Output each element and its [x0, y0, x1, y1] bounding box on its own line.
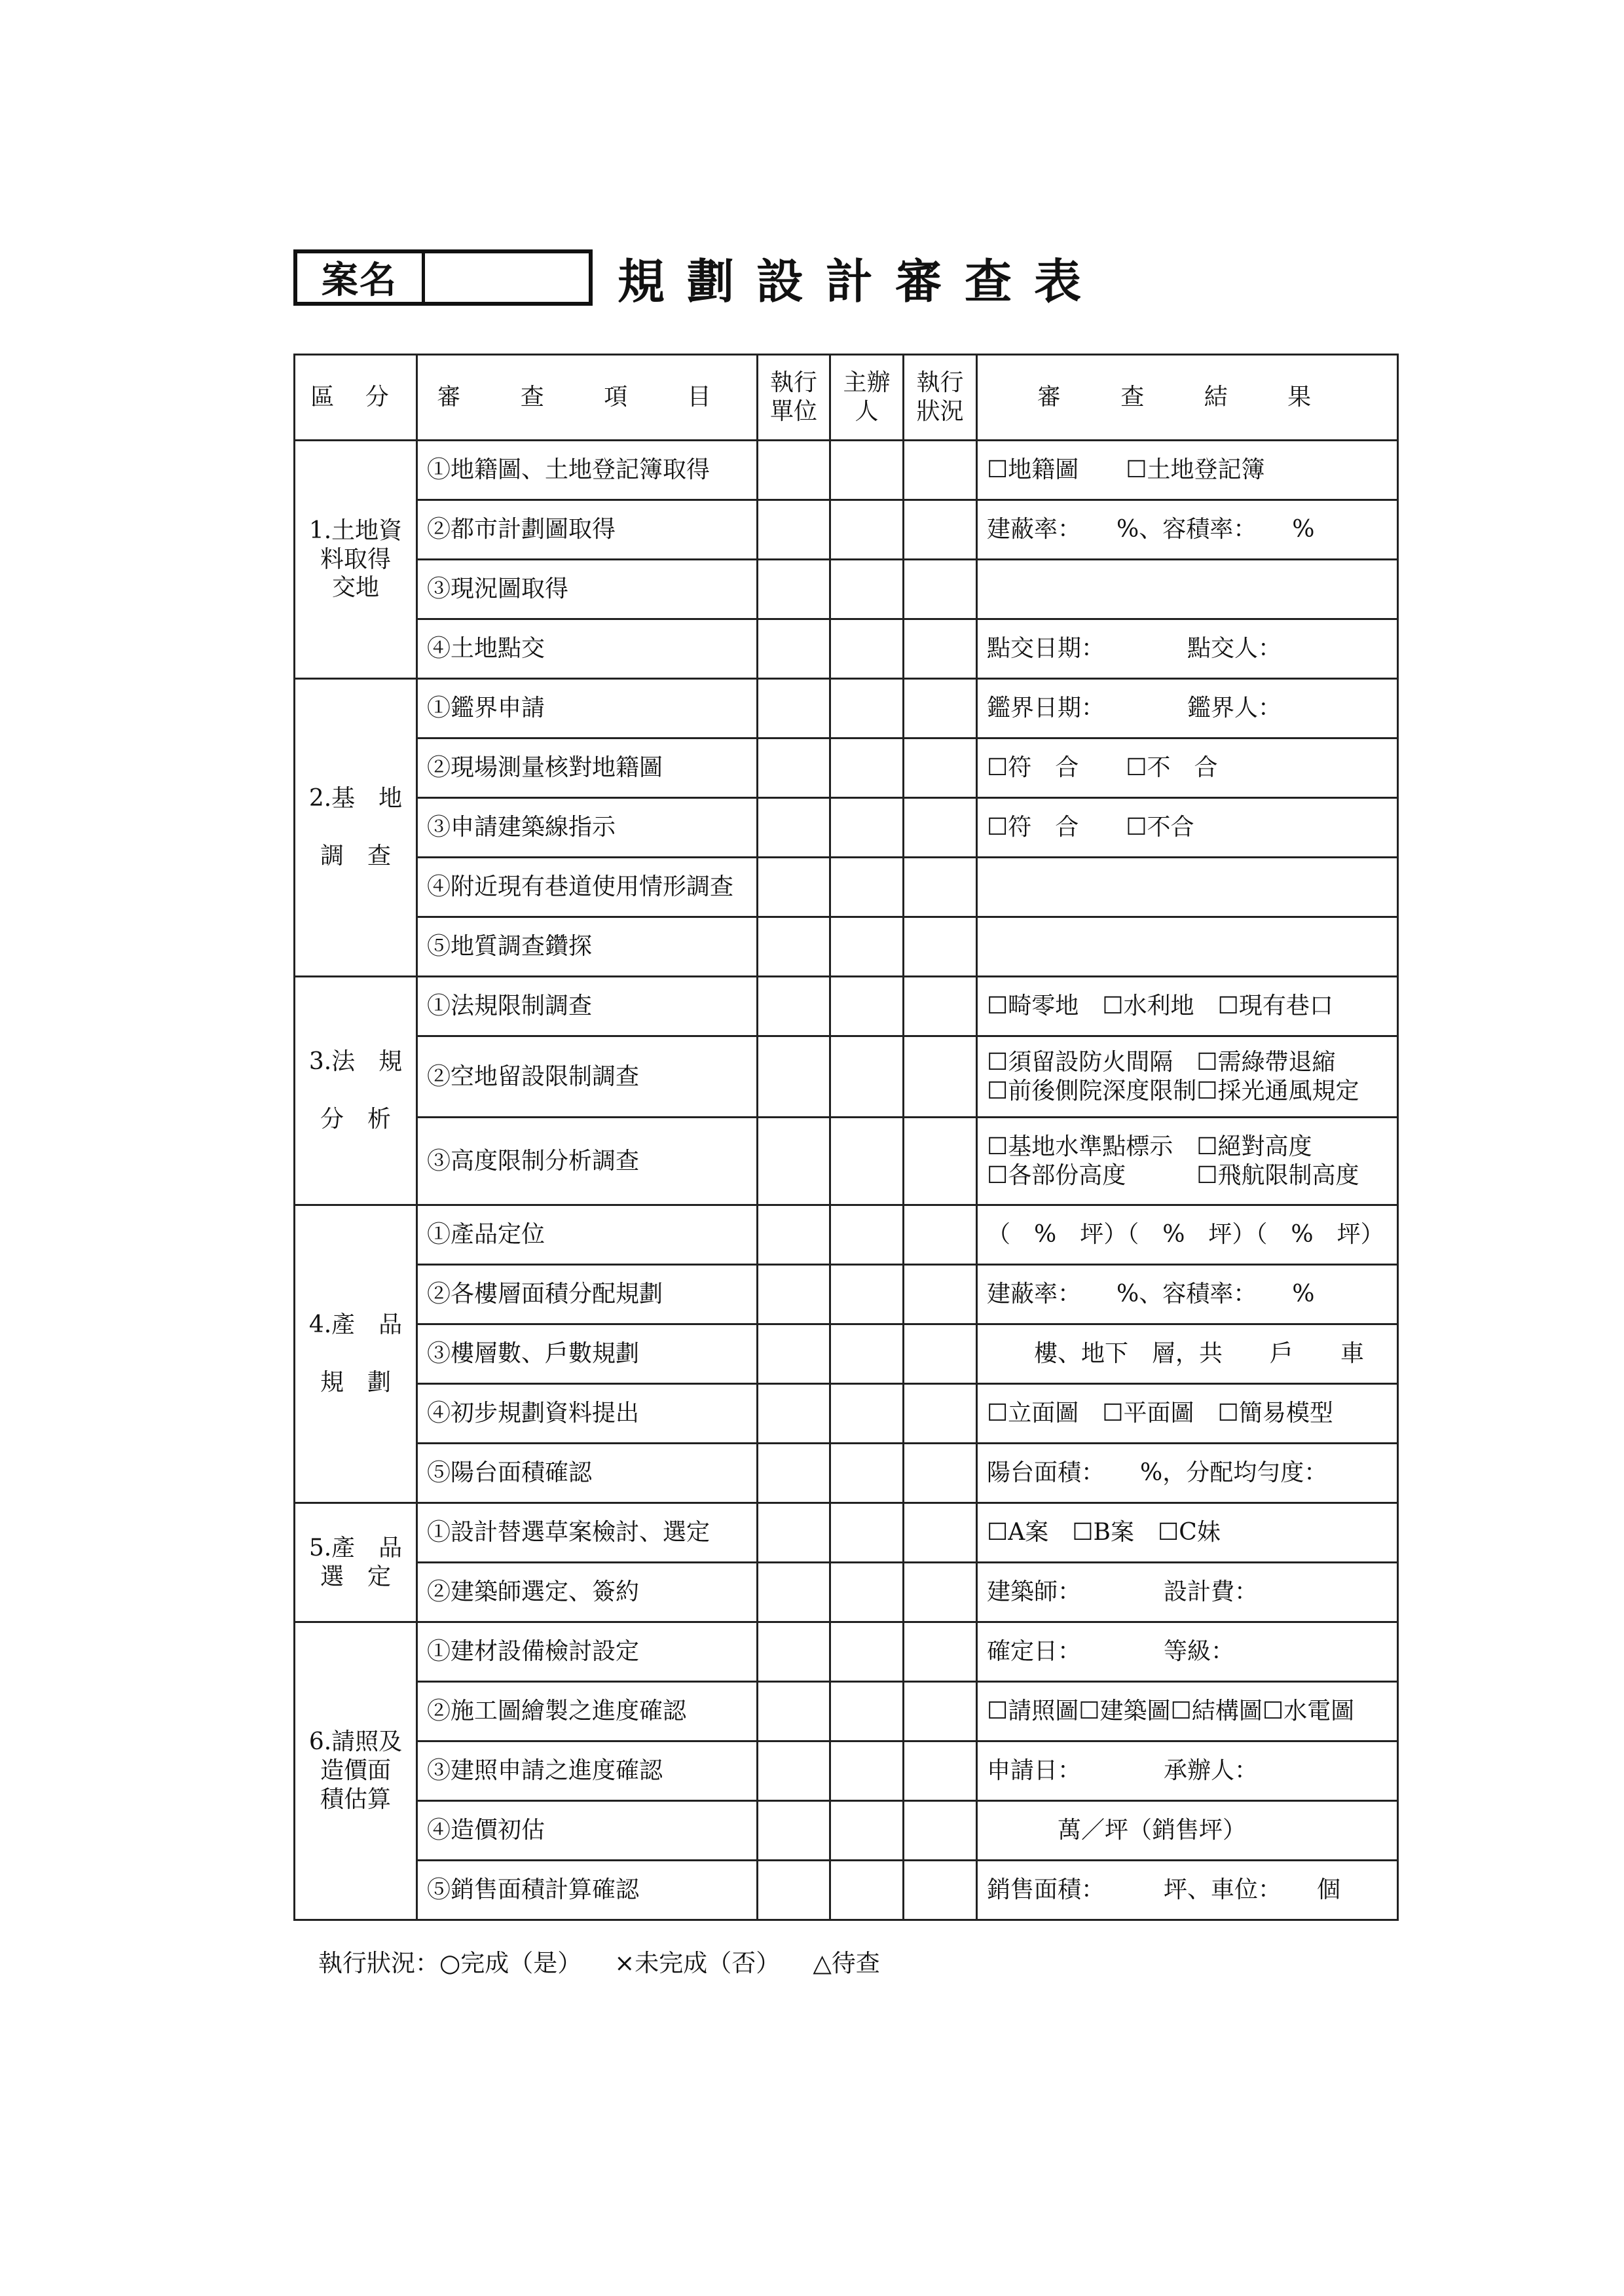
case-name-field[interactable] — [425, 253, 589, 302]
review-item: ③樓層數、戶數規劃 — [417, 1324, 758, 1384]
table-row — [295, 1741, 1398, 1801]
execution-status-cell[interactable] — [904, 1265, 977, 1324]
person-in-charge-cell[interactable] — [830, 1036, 904, 1118]
header-executing-unit: 執行 單位 — [758, 355, 830, 441]
section-label — [295, 1205, 417, 1503]
review-result-text: ☐基地水準點標示 ☐絕對高度 ☐各部份高度 ☐飛航限制高度 — [987, 1133, 1359, 1189]
header-review-item: 審 查 項 目 — [417, 355, 758, 441]
execution-status-cell[interactable] — [904, 679, 977, 738]
table-row — [295, 1503, 1398, 1563]
review-result[interactable] — [977, 1118, 1398, 1205]
review-result[interactable] — [977, 917, 1398, 977]
table-row — [295, 1563, 1398, 1622]
review-result-text: 申請日： 承辦人： — [987, 1757, 1259, 1785]
review-item: ④造價初估 — [417, 1801, 758, 1861]
execution-status-cell[interactable] — [904, 1118, 977, 1205]
table-row — [295, 1265, 1398, 1324]
person-in-charge-cell[interactable] — [830, 1265, 904, 1324]
table-row — [295, 798, 1398, 858]
person-in-charge-cell[interactable] — [830, 977, 904, 1036]
review-result[interactable] — [977, 1265, 1398, 1324]
case-name-label: 案名 — [297, 253, 425, 302]
executing-unit-cell[interactable] — [758, 1861, 830, 1920]
table-row — [295, 1622, 1398, 1682]
review-item: ②空地留設限制調查 — [417, 1036, 758, 1118]
review-result[interactable] — [977, 798, 1398, 858]
executing-unit-cell[interactable] — [758, 1801, 830, 1861]
review-result-text: 點交日期： 點交人： — [987, 635, 1282, 663]
section-label-text: 5.產 品 選 定 — [308, 1534, 403, 1590]
legend-not-done: ×未完成（否） — [614, 1949, 781, 1977]
section-label — [295, 1622, 417, 1920]
person-in-charge-cell[interactable] — [830, 1861, 904, 1920]
person-in-charge-cell[interactable] — [830, 1384, 904, 1444]
person-in-charge-cell[interactable] — [830, 560, 904, 619]
executing-unit-cell[interactable] — [758, 1563, 830, 1622]
review-result-text: ☐須留設防火間隔 ☐需綠帶退縮 ☐前後側院深度限制☐採光通風規定 — [987, 1048, 1359, 1104]
review-item: ②都市計劃圖取得 — [417, 500, 758, 560]
legend-done: ○完成（是） — [439, 1949, 582, 1977]
review-table-body — [295, 441, 1398, 1920]
table-row — [295, 560, 1398, 619]
executing-unit-cell[interactable] — [758, 917, 830, 977]
review-item: ②各樓層面積分配規劃 — [417, 1265, 758, 1324]
review-result[interactable] — [977, 1205, 1398, 1265]
section-label-text: 2.基 地 調 查 — [308, 785, 403, 869]
review-result[interactable] — [977, 1444, 1398, 1503]
table-row — [295, 1861, 1398, 1920]
table-row — [295, 1801, 1398, 1861]
person-in-charge-cell[interactable] — [830, 1205, 904, 1265]
table-row — [295, 738, 1398, 798]
table-row — [295, 977, 1398, 1036]
review-item: ①鑑界申請 — [417, 679, 758, 738]
execution-status-cell[interactable] — [904, 619, 977, 679]
review-item: ①建材設備檢討設定 — [417, 1622, 758, 1682]
executing-unit-cell[interactable] — [758, 858, 830, 917]
execution-status-cell[interactable] — [904, 1741, 977, 1801]
review-result[interactable] — [977, 1622, 1398, 1682]
review-result-text: 樓、地下 層，共 戶 車 — [987, 1340, 1365, 1368]
review-item: ④初步規劃資料提出 — [417, 1384, 758, 1444]
executing-unit-cell[interactable] — [758, 679, 830, 738]
executing-unit-cell[interactable] — [758, 619, 830, 679]
section-label — [295, 1503, 417, 1622]
review-result[interactable] — [977, 1682, 1398, 1741]
review-result[interactable] — [977, 679, 1398, 738]
table-row — [295, 441, 1398, 500]
person-in-charge-cell[interactable] — [830, 738, 904, 798]
executing-unit-cell[interactable] — [758, 1265, 830, 1324]
review-result-text: ☐地籍圖 ☐土地登記簿 — [987, 456, 1265, 484]
person-in-charge-cell[interactable] — [830, 441, 904, 500]
execution-status-cell[interactable] — [904, 1563, 977, 1622]
review-result[interactable] — [977, 858, 1398, 917]
executing-unit-cell[interactable] — [758, 1503, 830, 1563]
review-item: ②施工圖繪製之進度確認 — [417, 1682, 758, 1741]
person-in-charge-cell[interactable] — [830, 679, 904, 738]
review-result[interactable] — [977, 1036, 1398, 1118]
review-result-text: （ % 坪）（ % 坪）（ % 坪） — [987, 1221, 1384, 1248]
review-item: ④土地點交 — [417, 619, 758, 679]
review-result[interactable] — [977, 1563, 1398, 1622]
execution-status-cell[interactable] — [904, 977, 977, 1036]
execution-status-cell[interactable] — [904, 1205, 977, 1265]
table-row — [295, 917, 1398, 977]
review-result-text: 確定日： 等級： — [987, 1638, 1235, 1666]
review-result[interactable] — [977, 1324, 1398, 1384]
table-row — [295, 679, 1398, 738]
review-item: ⑤陽台面積確認 — [417, 1444, 758, 1503]
review-result-text: 建蔽率： %、容積率： % — [987, 1281, 1315, 1308]
execution-status-cell[interactable] — [904, 1444, 977, 1503]
execution-status-cell[interactable] — [904, 1801, 977, 1861]
execution-status-cell[interactable] — [904, 1503, 977, 1563]
table-row — [295, 500, 1398, 560]
execution-status-cell[interactable] — [904, 858, 977, 917]
table-row — [295, 1384, 1398, 1444]
execution-status-cell[interactable] — [904, 500, 977, 560]
person-in-charge-cell[interactable] — [830, 500, 904, 560]
person-in-charge-cell[interactable] — [830, 1118, 904, 1205]
execution-status-cell[interactable] — [904, 1036, 977, 1118]
header-section: 區 分 — [295, 355, 417, 441]
review-result-text: 陽台面積： %，分配均勻度： — [987, 1459, 1328, 1487]
person-in-charge-cell[interactable] — [830, 619, 904, 679]
header-review-result: 審 查 結 果 — [977, 355, 1398, 441]
executing-unit-cell[interactable] — [758, 798, 830, 858]
review-result[interactable] — [977, 500, 1398, 560]
review-result[interactable] — [977, 441, 1398, 500]
review-result-text: ☐符 合 ☐不 合 — [987, 754, 1218, 782]
review-item: ⑤銷售面積計算確認 — [417, 1861, 758, 1920]
executing-unit-cell[interactable] — [758, 1036, 830, 1118]
executing-unit-cell[interactable] — [758, 1444, 830, 1503]
person-in-charge-cell[interactable] — [830, 858, 904, 917]
executing-unit-cell[interactable] — [758, 1384, 830, 1444]
person-in-charge-cell[interactable] — [830, 1324, 904, 1384]
review-item: ①設計替選草案檢討、選定 — [417, 1503, 758, 1563]
section-label — [295, 441, 417, 679]
table-row — [295, 619, 1398, 679]
review-result-text: 鑑界日期： 鑑界人： — [987, 695, 1282, 722]
execution-status-cell[interactable] — [904, 560, 977, 619]
executing-unit-cell[interactable] — [758, 441, 830, 500]
executing-unit-cell[interactable] — [758, 500, 830, 560]
review-result[interactable] — [977, 977, 1398, 1036]
executing-unit-cell[interactable] — [758, 1741, 830, 1801]
legend-prefix: 執行狀況： — [318, 1949, 439, 1977]
review-result[interactable] — [977, 560, 1398, 619]
section-label-text: 1.土地資 料取得 交地 — [308, 517, 403, 602]
table-row — [295, 1324, 1398, 1384]
table-row — [295, 858, 1398, 917]
review-result-text: ☐立面圖 ☐平面圖 ☐簡易模型 — [987, 1400, 1333, 1427]
legend-pending: △待查 — [813, 1949, 880, 1977]
header-execution-status: 執行 狀況 — [904, 355, 977, 441]
review-item: ③申請建築線指示 — [417, 798, 758, 858]
document-title: 規劃設計審查表 — [618, 253, 1104, 309]
section-label — [295, 977, 417, 1205]
execution-status-cell[interactable] — [904, 738, 977, 798]
title-row — [293, 247, 1103, 308]
status-legend — [318, 1943, 880, 1978]
section-label — [295, 679, 417, 977]
person-in-charge-cell[interactable] — [830, 1444, 904, 1503]
review-table — [293, 354, 1399, 1921]
executing-unit-cell[interactable] — [758, 977, 830, 1036]
case-name-box — [293, 249, 593, 306]
header-person-in-charge: 主辦 人 — [830, 355, 904, 441]
table-row — [295, 1205, 1398, 1265]
review-result[interactable] — [977, 619, 1398, 679]
review-result[interactable] — [977, 738, 1398, 798]
execution-status-cell[interactable] — [904, 441, 977, 500]
execution-status-cell[interactable] — [904, 1622, 977, 1682]
execution-status-cell[interactable] — [904, 1682, 977, 1741]
person-in-charge-cell[interactable] — [830, 1622, 904, 1682]
review-item: ①產品定位 — [417, 1205, 758, 1265]
table-row — [295, 1036, 1398, 1118]
review-result-text: ☐A案 ☐B案 ☐C妹 — [987, 1519, 1221, 1546]
review-result[interactable] — [977, 1861, 1398, 1920]
review-item: ④附近現有巷道使用情形調查 — [417, 858, 758, 917]
review-item: ①法規限制調查 — [417, 977, 758, 1036]
table-row — [295, 1444, 1398, 1503]
review-result[interactable] — [977, 1384, 1398, 1444]
review-result-text: 建築師： 設計費： — [987, 1578, 1259, 1606]
execution-status-cell[interactable] — [904, 798, 977, 858]
review-item: ②建築師選定、簽約 — [417, 1563, 758, 1622]
execution-status-cell[interactable] — [904, 1861, 977, 1920]
review-result[interactable] — [977, 1741, 1398, 1801]
person-in-charge-cell[interactable] — [830, 917, 904, 977]
review-result-text: ☐請照圖☐建築圖☐結構圖☐水電圖 — [987, 1698, 1355, 1725]
review-result-text: 萬／坪（銷售坪） — [987, 1817, 1247, 1844]
table-header-row — [295, 355, 1398, 441]
table-row — [295, 1682, 1398, 1741]
executing-unit-cell[interactable] — [758, 560, 830, 619]
person-in-charge-cell[interactable] — [830, 798, 904, 858]
executing-unit-cell[interactable] — [758, 1324, 830, 1384]
person-in-charge-cell[interactable] — [830, 1741, 904, 1801]
section-label-text: 4.產 品 規 劃 — [308, 1311, 403, 1396]
review-item: ③建照申請之進度確認 — [417, 1741, 758, 1801]
executing-unit-cell[interactable] — [758, 1118, 830, 1205]
review-item: ③高度限制分析調查 — [417, 1118, 758, 1205]
person-in-charge-cell[interactable] — [830, 1682, 904, 1741]
review-result[interactable] — [977, 1503, 1398, 1563]
execution-status-cell[interactable] — [904, 1324, 977, 1384]
review-result[interactable] — [977, 1801, 1398, 1861]
section-label-text: 3.法 規 分 析 — [308, 1048, 403, 1133]
review-item: ③現況圖取得 — [417, 560, 758, 619]
review-result-text: ☐畸零地 ☐水利地 ☐現有巷口 — [987, 993, 1333, 1020]
review-item: ⑤地質調查鑽探 — [417, 917, 758, 977]
table-row — [295, 1118, 1398, 1205]
executing-unit-cell[interactable] — [758, 1682, 830, 1741]
execution-status-cell[interactable] — [904, 917, 977, 977]
review-result-text: 銷售面積： 坪、車位： 個 — [987, 1876, 1341, 1904]
person-in-charge-cell[interactable] — [830, 1503, 904, 1563]
executing-unit-cell[interactable] — [758, 1622, 830, 1682]
review-result-text: 建蔽率： %、容積率： % — [987, 516, 1315, 543]
review-item: ②現場測量核對地籍圖 — [417, 738, 758, 798]
person-in-charge-cell[interactable] — [830, 1563, 904, 1622]
executing-unit-cell[interactable] — [758, 1205, 830, 1265]
review-item: ①地籍圖、土地登記簿取得 — [417, 441, 758, 500]
person-in-charge-cell[interactable] — [830, 1801, 904, 1861]
section-label-text: 6.請照及 造價面 積估算 — [308, 1728, 403, 1813]
executing-unit-cell[interactable] — [758, 738, 830, 798]
execution-status-cell[interactable] — [904, 1384, 977, 1444]
review-result-text: ☐符 合 ☐不合 — [987, 814, 1194, 841]
